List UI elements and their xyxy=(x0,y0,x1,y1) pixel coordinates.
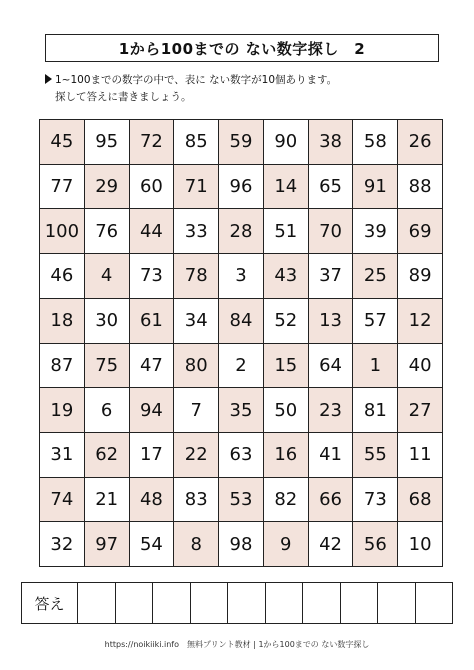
grid-cell: 32 xyxy=(40,522,85,567)
grid-cell: 53 xyxy=(219,478,264,523)
grid-cell: 55 xyxy=(353,433,398,478)
grid-cell: 42 xyxy=(309,522,354,567)
grid-cell: 47 xyxy=(130,344,175,389)
instruction-line-1: 1~100までの数字の中で、表に ない数字が10個あります。 xyxy=(45,72,337,89)
triangle-bullet-icon xyxy=(45,74,52,84)
grid-cell: 16 xyxy=(264,433,309,478)
grid-cell: 70 xyxy=(309,209,354,254)
answer-box[interactable] xyxy=(78,583,116,623)
grid-cell: 88 xyxy=(398,165,443,210)
grid-cell: 10 xyxy=(398,522,443,567)
grid-cell: 26 xyxy=(398,120,443,165)
grid-cell: 76 xyxy=(85,209,130,254)
grid-cell: 34 xyxy=(174,299,219,344)
grid-cell: 13 xyxy=(309,299,354,344)
grid-cell: 43 xyxy=(264,254,309,299)
grid-cell: 12 xyxy=(398,299,443,344)
answer-box[interactable] xyxy=(191,583,229,623)
answer-box[interactable] xyxy=(303,583,341,623)
grid-cell: 38 xyxy=(309,120,354,165)
footer-credit: https://noikiiki.info 無料プリント教材 | 1から100までの ない数字探し xyxy=(104,640,370,649)
grid-cell: 66 xyxy=(309,478,354,523)
grid-cell: 84 xyxy=(219,299,264,344)
grid-cell: 87 xyxy=(40,344,85,389)
grid-cell: 22 xyxy=(174,433,219,478)
grid-cell: 58 xyxy=(353,120,398,165)
grid-cell: 77 xyxy=(40,165,85,210)
grid-cell: 50 xyxy=(264,388,309,433)
grid-cell: 60 xyxy=(130,165,175,210)
grid-cell: 78 xyxy=(174,254,219,299)
answer-box[interactable] xyxy=(116,583,154,623)
grid-cell: 85 xyxy=(174,120,219,165)
grid-cell: 59 xyxy=(219,120,264,165)
grid-cell: 81 xyxy=(353,388,398,433)
grid-cell: 94 xyxy=(130,388,175,433)
grid-cell: 45 xyxy=(40,120,85,165)
grid-cell: 15 xyxy=(264,344,309,389)
instruction-line-2: 探して答えに書きましょう。 xyxy=(55,91,192,103)
grid-cell: 6 xyxy=(85,388,130,433)
grid-cell: 39 xyxy=(353,209,398,254)
grid-cell: 98 xyxy=(219,522,264,567)
grid-cell: 51 xyxy=(264,209,309,254)
grid-cell: 72 xyxy=(130,120,175,165)
grid-cell: 17 xyxy=(130,433,175,478)
grid-cell: 69 xyxy=(398,209,443,254)
grid-cell: 30 xyxy=(85,299,130,344)
grid-cell: 48 xyxy=(130,478,175,523)
grid-cell: 57 xyxy=(353,299,398,344)
grid-cell: 52 xyxy=(264,299,309,344)
grid-cell: 18 xyxy=(40,299,85,344)
answer-box[interactable] xyxy=(228,583,266,623)
grid-cell: 1 xyxy=(353,344,398,389)
grid-cell: 8 xyxy=(174,522,219,567)
grid-cell: 83 xyxy=(174,478,219,523)
worksheet-title: 1から100までの ない数字探し 2 xyxy=(45,34,439,62)
grid-cell: 3 xyxy=(219,254,264,299)
answer-box[interactable] xyxy=(153,583,191,623)
grid-cell: 29 xyxy=(85,165,130,210)
grid-cell: 64 xyxy=(309,344,354,389)
answer-row xyxy=(21,582,453,624)
grid-cell: 65 xyxy=(309,165,354,210)
grid-cell: 21 xyxy=(85,478,130,523)
grid-cell: 46 xyxy=(40,254,85,299)
answer-box[interactable] xyxy=(378,583,416,623)
grid-cell: 11 xyxy=(398,433,443,478)
grid-cell: 56 xyxy=(353,522,398,567)
grid-cell: 28 xyxy=(219,209,264,254)
grid-cell: 89 xyxy=(398,254,443,299)
grid-cell: 40 xyxy=(398,344,443,389)
grid-cell: 31 xyxy=(40,433,85,478)
grid-cell: 74 xyxy=(40,478,85,523)
grid-cell: 96 xyxy=(219,165,264,210)
grid-cell: 61 xyxy=(130,299,175,344)
grid-cell: 35 xyxy=(219,388,264,433)
grid-cell: 68 xyxy=(398,478,443,523)
grid-cell: 91 xyxy=(353,165,398,210)
grid-cell: 97 xyxy=(85,522,130,567)
number-grid xyxy=(39,119,443,567)
grid-cell: 23 xyxy=(309,388,354,433)
grid-cell: 19 xyxy=(40,388,85,433)
answer-box[interactable] xyxy=(341,583,379,623)
grid-cell: 44 xyxy=(130,209,175,254)
grid-cell: 4 xyxy=(85,254,130,299)
grid-cell: 41 xyxy=(309,433,354,478)
grid-cell: 95 xyxy=(85,120,130,165)
grid-cell: 100 xyxy=(40,209,85,254)
grid-cell: 71 xyxy=(174,165,219,210)
answer-label: 答え xyxy=(22,583,78,623)
grid-cell: 25 xyxy=(353,254,398,299)
grid-cell: 9 xyxy=(264,522,309,567)
grid-cell: 2 xyxy=(219,344,264,389)
instructions xyxy=(45,72,337,106)
grid-cell: 7 xyxy=(174,388,219,433)
grid-cell: 37 xyxy=(309,254,354,299)
grid-cell: 75 xyxy=(85,344,130,389)
grid-cell: 14 xyxy=(264,165,309,210)
grid-cell: 63 xyxy=(219,433,264,478)
grid-cell: 73 xyxy=(353,478,398,523)
grid-cell: 27 xyxy=(398,388,443,433)
grid-cell: 90 xyxy=(264,120,309,165)
answer-box[interactable] xyxy=(416,583,453,623)
answer-box[interactable] xyxy=(266,583,304,623)
grid-cell: 82 xyxy=(264,478,309,523)
grid-cell: 73 xyxy=(130,254,175,299)
grid-cell: 62 xyxy=(85,433,130,478)
grid-cell: 54 xyxy=(130,522,175,567)
grid-cell: 33 xyxy=(174,209,219,254)
grid-cell: 80 xyxy=(174,344,219,389)
